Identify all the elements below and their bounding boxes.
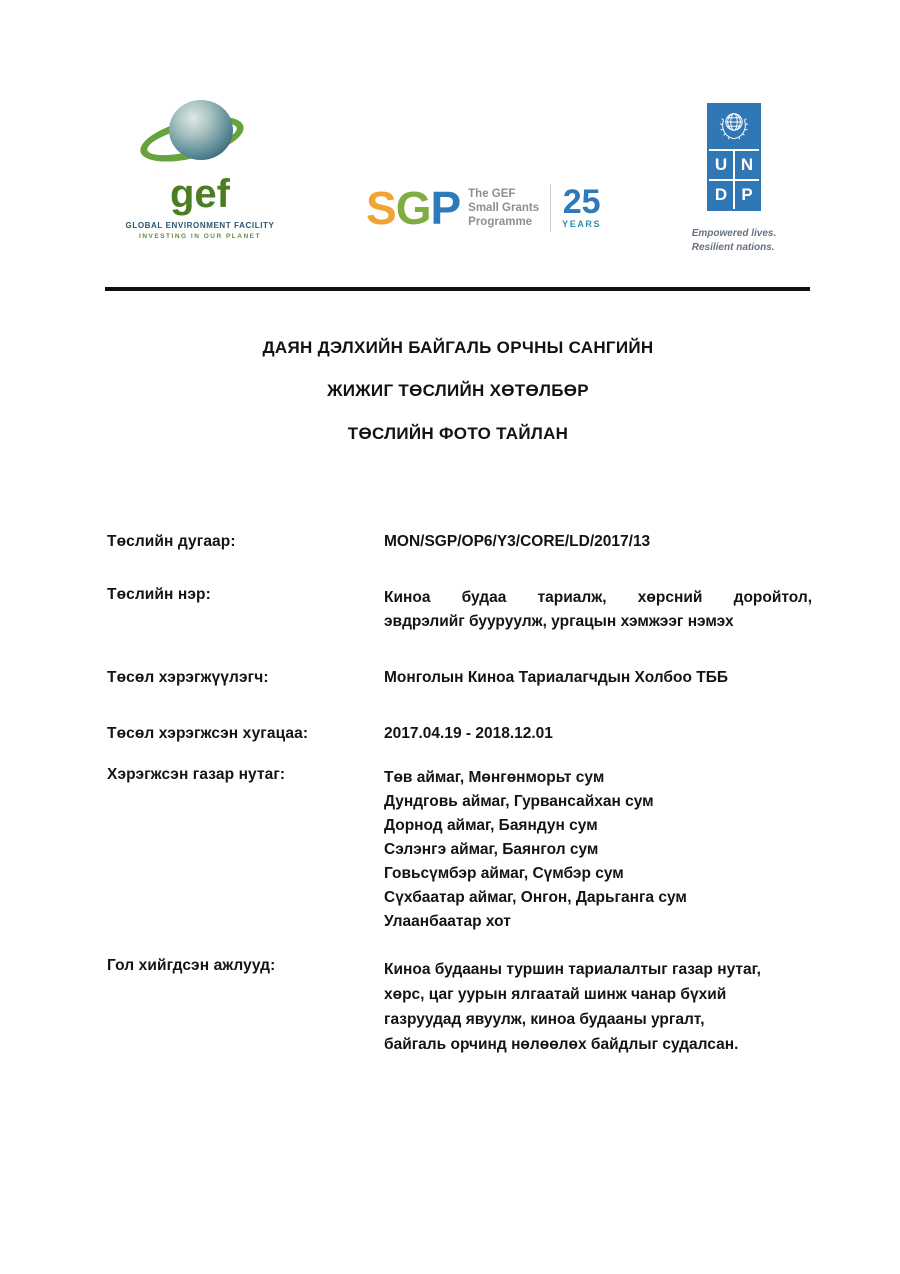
sgp-letter-s: S	[366, 182, 396, 234]
activity-line: газруудад явуулж, киноа будааны ургалт,	[384, 1011, 705, 1028]
undp-tagline-line: Empowered lives.	[691, 228, 777, 239]
gef-org-slogan: INVESTING IN OUR PLANET	[139, 233, 261, 240]
undp-logo	[670, 103, 798, 255]
un-emblem-icon	[717, 109, 751, 145]
undp-letter-n: N	[735, 151, 759, 179]
header-divider-rule	[105, 287, 810, 291]
gef-logo	[122, 100, 278, 240]
location-line: Дорнод аймаг, Баяндун сум	[384, 817, 598, 834]
value-project-number: MON/SGP/OP6/Y3/CORE/LD/2017/13	[384, 533, 651, 550]
undp-letter-u: U	[709, 151, 733, 179]
label-main-activities: Гол хийгдсэн ажлууд:	[107, 957, 276, 974]
undp-tagline-line: Resilient nations.	[691, 242, 775, 253]
undp-letter-p: P	[735, 181, 759, 209]
title-line-3: ТӨСЛИЙН ФОТО ТАЙЛАН	[347, 424, 569, 443]
gef-wordmark: gef	[170, 172, 230, 216]
sgp-divider	[550, 184, 551, 232]
activity-line: хөрс, цаг уурын ялгаатай шинж чанар бүхий	[384, 986, 727, 1003]
sgp-years-number: 25	[562, 183, 601, 221]
value-line: Киноа будаа тариалж, хөрсний доройтол,	[384, 589, 812, 606]
value-main-activities	[384, 957, 812, 1057]
sgp-tagline-line: Programme	[468, 216, 533, 228]
sgp-tagline-line: Small Grants	[468, 202, 540, 214]
undp-letter-grid	[709, 149, 759, 209]
location-line: Сэлэнгэ аймаг, Баянгол сум	[384, 841, 599, 858]
gef-org-name: GLOBAL ENVIRONMENT FACILITY	[125, 221, 275, 230]
value-project-name	[384, 586, 812, 634]
value-duration: 2017.04.19 - 2018.12.01	[384, 725, 553, 742]
value-implementer: Монголын Киноа Тариалагчдын Холбоо ТББ	[384, 669, 728, 686]
location-line: Дундговь аймаг, Гурвансайхан сум	[384, 793, 654, 810]
label-implementer: Төсөл хэрэгжүүлэгч:	[107, 669, 269, 686]
label-duration: Төсөл хэрэгжсэн хугацаа:	[107, 725, 309, 742]
activity-line: байгаль орчинд нөлөөлөх байдлыг судалсан.	[384, 1036, 739, 1053]
gef-globe-art	[145, 100, 255, 176]
title-line-2: ЖИЖИГ ТӨСЛИЙН ХӨТӨЛБӨР	[327, 381, 589, 400]
gef-globe-icon	[169, 100, 233, 160]
sgp-anniversary	[562, 183, 602, 229]
undp-tagline	[692, 227, 776, 255]
sgp-logo	[366, 184, 601, 232]
location-line: Төв аймаг, Мөнгөнморьт сум	[384, 769, 605, 786]
title-line-1: ДАЯН ДЭЛХИЙН БАЙГАЛЬ ОРЧНЫ САНГИЙН	[262, 338, 654, 357]
activity-line: Киноа будааны туршин тариалалтыг газар нутаг,	[384, 961, 761, 978]
undp-blue-box	[707, 103, 761, 211]
label-locations: Хэрэгжсэн газар нутаг:	[107, 766, 286, 783]
label-project-number: Төслийн дугаар:	[107, 533, 236, 550]
value-line: эвдрэлийг бууруулж, ургацын хэмжээг нэмэх	[384, 613, 734, 630]
location-line: Говьсүмбэр аймаг, Сүмбэр сум	[384, 865, 624, 882]
sgp-letter-g: G	[395, 182, 431, 234]
sgp-years-label: YEARS	[562, 219, 602, 229]
undp-letter-d: D	[709, 181, 733, 209]
location-line: Сүхбаатар аймаг, Онгон, Дарьганга сум	[384, 889, 687, 906]
sgp-letter-p: P	[430, 182, 461, 234]
sgp-wordmark	[366, 182, 461, 234]
location-line: Улаанбаатар хот	[384, 913, 511, 930]
sgp-tagline	[468, 187, 539, 229]
value-locations	[384, 766, 812, 934]
sgp-tagline-line: The GEF	[468, 188, 516, 200]
label-project-name: Төслийн нэр:	[107, 586, 211, 603]
